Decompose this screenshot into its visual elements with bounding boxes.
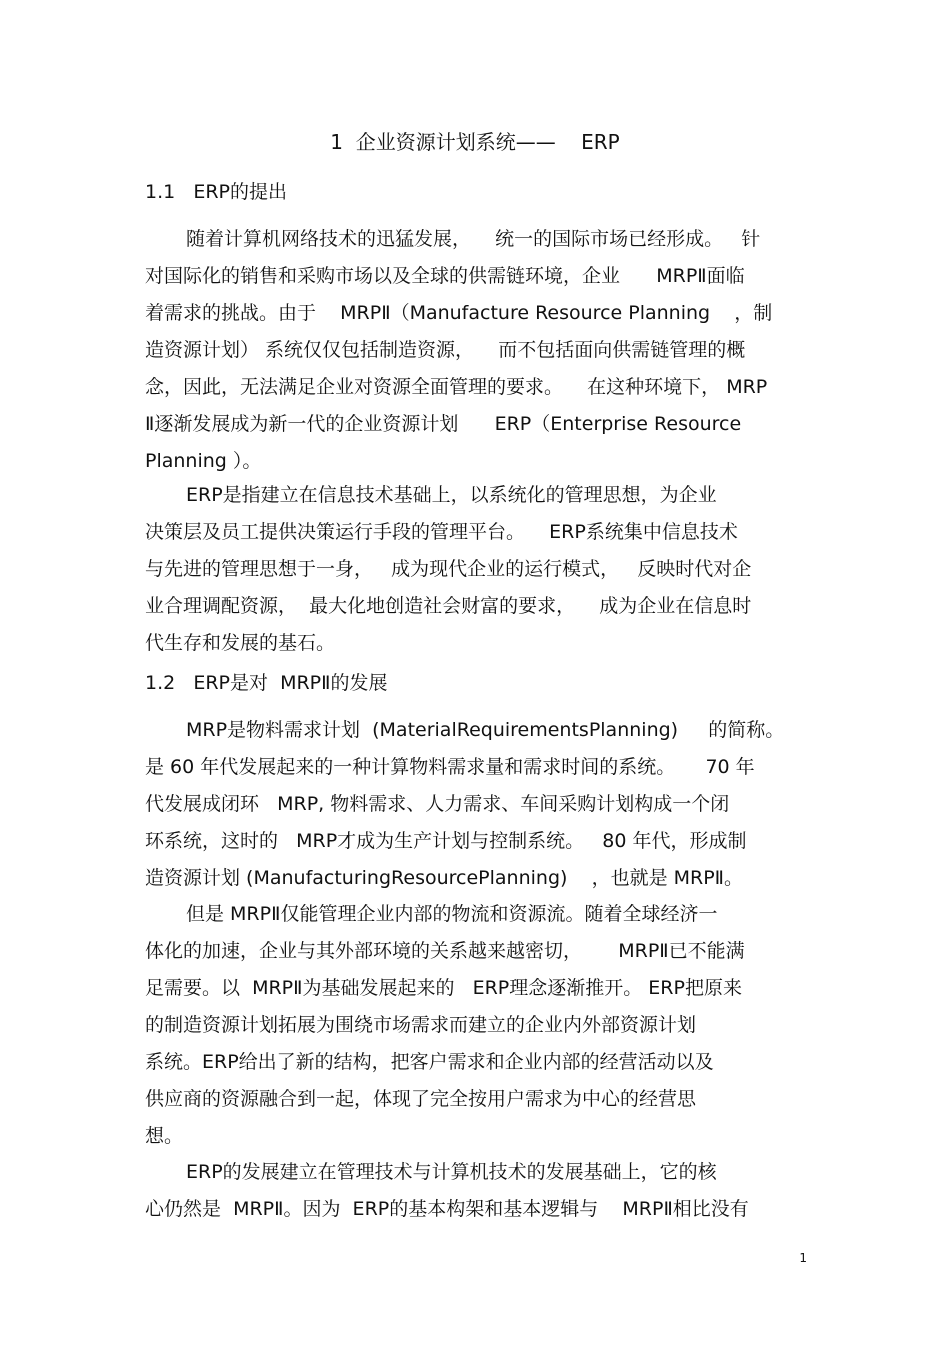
- section-heading-1-2: 1.2 ERP是对 MRPⅡ的发展: [145, 672, 388, 694]
- paragraph-line: 念，因此，无法满足企业对资源全面管理的要求。 在这种环境下， MRP: [145, 376, 768, 398]
- paragraph-line: 是 60 年代发展起来的一种计算物料需求量和需求时间的系统。 70 年: [145, 756, 755, 778]
- paragraph-line: 造资源计划） 系统仅仅包括制造资源， 而不包括面向供需链管理的概: [145, 339, 746, 361]
- paragraph-line: 对国际化的销售和采购市场以及全球的供需链环境，企业 MRPⅡ面临: [145, 265, 745, 287]
- paragraph-line: 体化的加速，企业与其外部环境的关系越来越密切， MRPⅡ已不能满: [145, 940, 745, 962]
- paragraph-line: 系统。ERP给出了新的结构，把客户需求和企业内部的经营活动以及: [145, 1051, 714, 1073]
- paragraph-line: 代发展成闭环 MRP, 物料需求、人力需求、车间采购计划构成一个闭: [145, 793, 730, 815]
- paragraph-5: [145, 1154, 815, 1228]
- paragraph-line: 着需求的挑战。由于 MRPⅡ（Manufacture Resource Planning ，制: [145, 302, 773, 324]
- paragraph-4: [145, 896, 815, 1155]
- paragraph-line: 的制造资源计划拓展为围绕市场需求而建立的企业内外部资源计划: [145, 1014, 697, 1036]
- paragraph-line: 供应商的资源融合到一起，体现了完全按用户需求为中心的经营思: [145, 1088, 697, 1110]
- paragraph-line: 环系统，这时的 MRP才成为生产计划与控制系统。 80 年代，形成制: [145, 830, 747, 852]
- paragraph-3: [145, 712, 815, 897]
- paragraph-line: 足需要。以 MRPⅡ为基础发展起来的 ERP理念逐渐推开。 ERP把原来: [145, 977, 742, 999]
- paragraph-line: 造资源计划 (ManufacturingResourcePlanning) ，也就是 MRPⅡ。: [145, 867, 744, 889]
- paragraph-line: Planning ）。: [145, 450, 262, 472]
- paragraph-line: 想。: [145, 1125, 184, 1147]
- paragraph-line: 随着计算机网络技术的迅猛发展， 统一的国际市场已经形成。 针: [186, 228, 761, 250]
- paragraph-line: 业合理调配资源， 最大化地创造社会财富的要求， 成为企业在信息时: [145, 595, 752, 617]
- paragraph-line: 与先进的管理思想于一身， 成为现代企业的运行模式， 反映时代对企: [145, 558, 752, 580]
- chapter-title: 1 企业资源计划系统—— ERP: [330, 130, 620, 154]
- paragraph-1: [145, 221, 815, 480]
- paragraph-line: ERP是指建立在信息技术基础上，以系统化的管理思想，为企业: [186, 484, 717, 506]
- section-heading-1-1: 1.1 ERP的提出: [145, 181, 287, 203]
- paragraph-line: ERP的发展建立在管理技术与计算机技术的发展基础上，它的核: [186, 1161, 717, 1183]
- paragraph-line: 决策层及员工提供决策运行手段的管理平台。 ERP系统集中信息技术: [145, 521, 738, 543]
- paragraph-line: MRP是物料需求计划 (MaterialRequirementsPlanning) 的简称。: [186, 719, 785, 741]
- paragraph-line: 但是 MRPⅡ仅能管理企业内部的物流和资源流。随着全球经济一: [186, 903, 718, 925]
- paragraph-line: 代生存和发展的基石。: [145, 632, 336, 654]
- paragraph-line: Ⅱ逐渐发展成为新一代的企业资源计划 ERP（Enterprise Resource: [145, 413, 742, 435]
- page-number: 1: [799, 1251, 807, 1265]
- paragraph-2: [145, 477, 815, 662]
- paragraph-line: 心仍然是 MRPⅡ。因为 ERP的基本构架和基本逻辑与 MRPⅡ相比没有: [145, 1198, 749, 1220]
